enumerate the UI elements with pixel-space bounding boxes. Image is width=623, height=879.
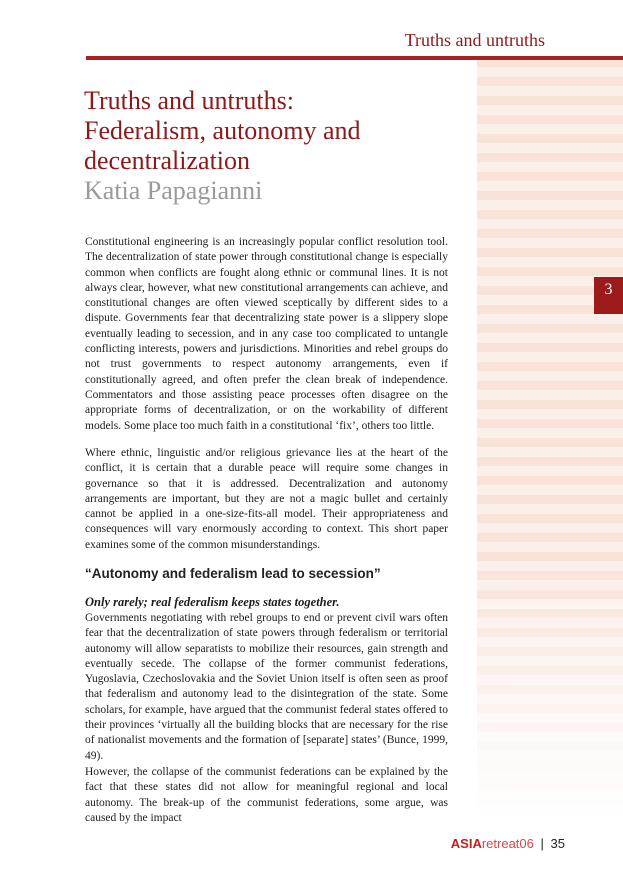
footer-brand-retreat: retreat06 [481, 836, 534, 851]
page-footer [451, 836, 565, 851]
article-author: Katia Papagianni [84, 176, 263, 205]
decorative-stripe-fade [477, 560, 623, 820]
title-line: Federalism, autonomy and [84, 116, 361, 145]
article-title [84, 86, 464, 176]
chapter-number-tab: 3 [594, 277, 623, 314]
footer-brand-asia: ASIA [450, 836, 482, 851]
title-line: Truths and untruths: [84, 86, 294, 115]
body-paragraph: Where ethnic, linguistic and/or religious grievance lies at the heart of the conflict, it is certain that a durable peace will require some changes in governance so that it is addressed. Decentralization and autonomy arrangements are important, but they are not a magic bullet and certainly cannot be applied in a one-size-fits-all model. Their appropriateness and consequences will vary enormously according to context. This short paper examines some of the common misunderstandings. [85, 447, 448, 551]
running-head: Truths and untruths [404, 30, 545, 50]
page-number: 35 [550, 836, 565, 851]
body-paragraph: Constitutional engineering is an increasingly popular conflict resolution tool. The decentralization of state power through constitutional change is especially common when conflicts are fought along ethnic or communal lines. It is not always clear, however, what new constitutional arrangements can achieve, and constitutional changes are often viewed sceptically by different sides to a dispute. Governments fear that decentralizing state power is a slippery slope eventually leading to secession, and in any case too complicated to untangle conflicting interests, powers and jurisdictions. Minorities and rebel groups do not trust governments to respect autonomy arrangements, even if constitutionally agreed, and often prefer the clean break of independence. Commentators and those assisting peace processes often disagree on the appropriate forms of decentralization, or on the workability of different models. Some place too much faith in a constitutional ‘fix’, others too little. [85, 236, 448, 432]
body-paragraph: Governments negotiating with rebel groups to end or prevent civil wars often fear that the decentralization of state powers through federalism or territorial autonomy will allow separatists to mobilize their resources, gain strength and eventually secede. The collapse of the former communist federations, Yugoslavia, Czechoslovakia and the Soviet Union itself is often seen as proof that federalism and autonomy lead to the disintegration of the state. Some scholars, for example, have argued that the communist federal states offered to their provinces ‘virtually all the building blocks that are necessary for the rise of nationalist movements and the formation of [separate] states’ (Bunce, 1999, 49). [85, 612, 448, 762]
section-heading: “Autonomy and federalism lead to secession” [85, 566, 381, 581]
footer-separator: | [540, 836, 544, 851]
header-rule [86, 56, 623, 60]
title-line: decentralization [84, 146, 251, 175]
body-paragraph: However, the collapse of the communist federations can be explained by the fact that these states did not allow for meaningful regional and local autonomy. The break-up of the communist federations, some argue, was caused by the impact [85, 766, 448, 824]
section-subheading: Only rarely; real federalism keeps states together. [85, 595, 340, 609]
